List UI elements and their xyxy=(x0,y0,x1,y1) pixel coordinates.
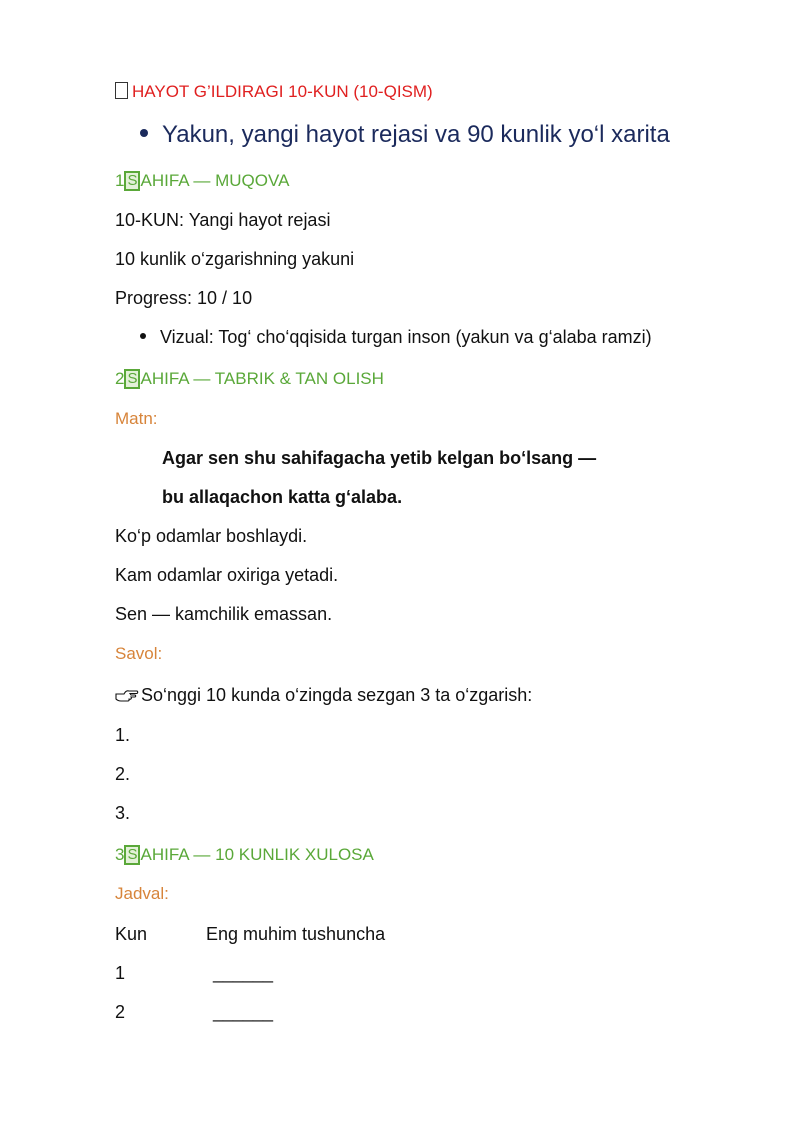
table-header-kun: Kun xyxy=(115,924,148,944)
page2-question xyxy=(115,684,532,707)
page3-heading-num: 3 xyxy=(115,845,125,864)
page1-heading xyxy=(115,170,289,192)
bullet-dot-icon xyxy=(140,129,148,137)
list-item: 3. xyxy=(115,803,131,823)
pointing-hand-icon xyxy=(115,685,141,707)
list-item: 2. xyxy=(115,764,131,784)
page1-bullet-text: Vizual: Tog‘ cho‘qqisida turgan inson (yakun va g‘alaba ramzi) xyxy=(160,327,652,347)
square-icon xyxy=(115,82,128,99)
doc-title xyxy=(115,81,433,103)
table-row-blank: ______ xyxy=(213,1002,274,1022)
page2-bold1: Agar sen shu sahifagacha yetib kelgan bo‘lsang — xyxy=(162,448,597,468)
page2-heading xyxy=(115,368,384,390)
table-row-kun: 2 xyxy=(115,1002,126,1022)
jadval-label: Jadval: xyxy=(115,884,169,903)
table-row-blank: ______ xyxy=(213,963,274,983)
table-row-kun: 1 xyxy=(115,963,126,983)
page2-line2: Kam odamlar oxiriga yetadi. xyxy=(115,565,339,585)
page2-question-text: So‘nggi 10 kunda o‘zingda sezgan 3 ta o‘zgarish: xyxy=(141,685,533,705)
page3-heading-text: AHIFA — 10 KUNLIK XULOSA xyxy=(140,845,374,864)
doc-title-text: HAYOT G’ILDIRAGI 10-KUN (10-QISM) xyxy=(132,82,433,101)
page2-line3: Sen — kamchilik emassan. xyxy=(115,604,333,624)
page3-heading-box: S xyxy=(124,845,140,865)
subtitle-text: Yakun, yangi hayot rejasi va 90 kunlik yo‘l xarita xyxy=(162,121,670,148)
page2-bold2: bu allaqachon katta g‘alaba. xyxy=(162,487,403,507)
matn-label: Matn: xyxy=(115,409,158,428)
page2-line1: Ko‘p odamlar boshlaydi. xyxy=(115,526,308,546)
subtitle-bullet xyxy=(140,120,670,150)
page1-line2: 10 kunlik o‘zgarishning yakuni xyxy=(115,249,355,269)
savol-label: Savol: xyxy=(115,644,163,663)
table-header-tushuncha: Eng muhim tushuncha xyxy=(206,924,386,944)
page2-heading-box: S xyxy=(124,369,140,389)
page2-heading-text: AHIFA — TABRIK & TAN OLISH xyxy=(140,369,384,388)
page1-progress: Progress: 10 / 10 xyxy=(115,288,253,308)
page1-heading-text: AHIFA — MUQOVA xyxy=(140,171,290,190)
page1-heading-num: 1 xyxy=(115,171,125,190)
page3-heading xyxy=(115,844,374,866)
page2-heading-num: 2 xyxy=(115,369,125,388)
page1-heading-box: S xyxy=(124,171,140,191)
bullet-dot-icon xyxy=(140,333,146,339)
page1-bullet xyxy=(140,326,652,348)
list-item: 1. xyxy=(115,725,131,745)
page1-line1: 10-KUN: Yangi hayot rejasi xyxy=(115,210,331,230)
